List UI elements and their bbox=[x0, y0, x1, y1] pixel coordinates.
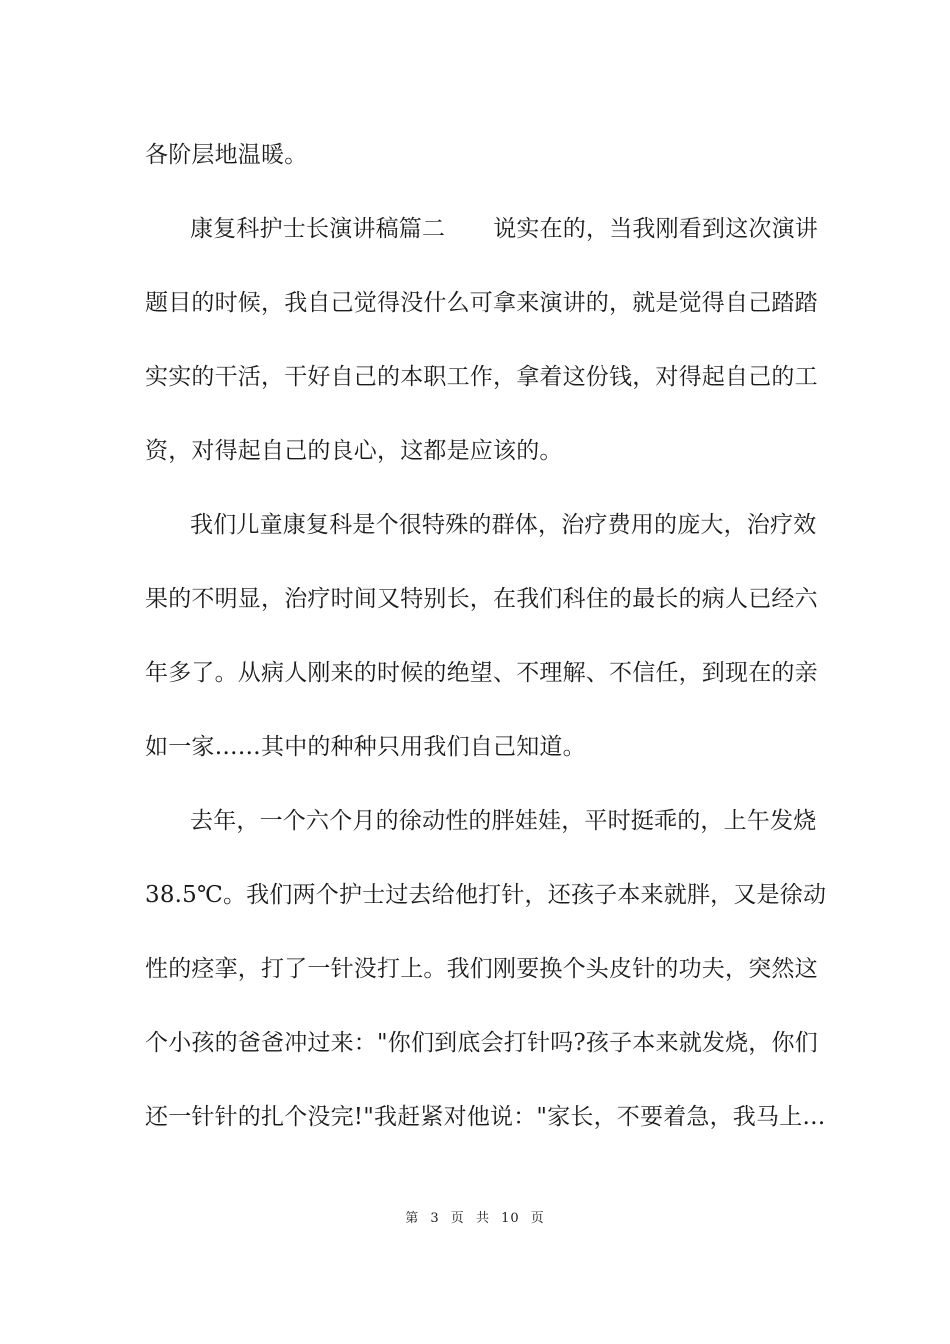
text-line: 我们儿童康复科是个很特殊的群体，治疗费用的庞大，治疗效 bbox=[190, 512, 817, 538]
section-heading: 康复科护士长演讲稿篇二 bbox=[190, 216, 446, 242]
section-heading-line bbox=[190, 214, 819, 244]
text-line: 年多了。从病人刚来的时候的绝望、不理解、不信任，到现在的亲 bbox=[145, 660, 818, 686]
footer-prefix: 第 bbox=[405, 1211, 420, 1226]
text-line: 如一家……其中的种种只用我们自己知道。 bbox=[145, 734, 586, 760]
text-line: 果的不明显，治疗时间又特别长，在我们科住的最长的病人已经六 bbox=[145, 586, 818, 612]
footer-suffix: 页 bbox=[530, 1211, 545, 1226]
text-line: 题目的时候，我自己觉得没什么可拿来演讲的，就是觉得自己踏踏 bbox=[145, 290, 818, 316]
text-line: 个小孩的爸爸冲过来："你们到底会打针吗?孩子本来就发烧，你们 bbox=[145, 1030, 818, 1056]
total-page-number: 10 bbox=[501, 1211, 520, 1226]
text-line: 实实的干活，干好自己的本职工作，拿着这份钱，对得起自己的工 bbox=[145, 364, 818, 390]
text-line: 性的痉挛，打了一针没打上。我们刚要换个头皮针的功夫，突然这 bbox=[145, 956, 818, 982]
text-fragment: 说实在的，当我刚看到这次演讲 bbox=[493, 216, 819, 242]
page-footer bbox=[0, 1210, 950, 1228]
text-line: 各阶层地温暖。 bbox=[145, 142, 308, 168]
text-line: 资，对得起自己的良心，这都是应该的。 bbox=[145, 438, 563, 464]
text-line: 38.5℃。我们两个护士过去给他打针，还孩子本来就胖，又是徐动 bbox=[145, 882, 827, 908]
current-page-number: 3 bbox=[430, 1211, 440, 1226]
footer-page-unit: 页 bbox=[450, 1211, 465, 1226]
text-line: 还一针针的扎个没完!"我赶紧对他说："家长，不要着急，我马上… bbox=[145, 1104, 826, 1130]
text-line: 去年，一个六个月的徐动性的胖娃娃，平时挺乖的，上午发烧 bbox=[190, 808, 817, 834]
footer-total-word: 共 bbox=[475, 1211, 490, 1226]
